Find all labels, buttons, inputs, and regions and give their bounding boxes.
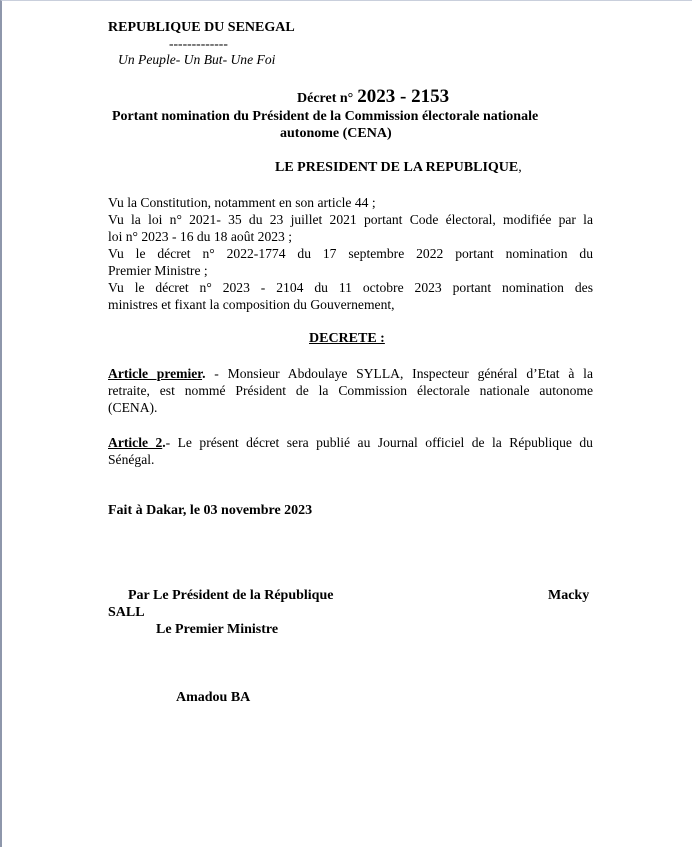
- visa-line: Premier Ministre ;: [108, 263, 208, 278]
- visa-line: Vu le décret n° 2023 - 2104 du 11 octobre 2023 portant nomination des: [108, 280, 593, 295]
- visa-line: ministres et fixant la composition du Gouvernement,: [108, 297, 395, 312]
- decree-prefix: Décret n°: [297, 91, 354, 106]
- authority-heading: LE PRESIDENT DE LA REPUBLIQUE,: [275, 160, 522, 175]
- article-2-label: Article 2: [108, 435, 163, 450]
- decree-subject-line2: autonome (CENA): [280, 126, 392, 141]
- header-separator: -------------: [169, 36, 228, 51]
- president-last-name: SALL: [108, 605, 145, 620]
- visa-line: Vu la Constitution, notamment en son article 44 ;: [108, 195, 376, 210]
- country-name: REPUBLIQUE DU SENEGAL: [108, 20, 295, 35]
- decrete-heading: DECRETE :: [309, 331, 385, 346]
- visa-line: Vu la loi n° 2021- 35 du 23 juillet 2021 portant Code électoral, modifiée par la: [108, 212, 593, 227]
- decree-title: [297, 86, 449, 108]
- decree-subject-line1: Portant nomination du Président de la Commission électorale nationale: [112, 109, 539, 124]
- president-first-name: Macky: [548, 588, 590, 603]
- article-1: Article premier. - Monsieur Abdoulaye SYLLA, Inspecteur général d’Etat à la retraite, est nommé Président de la Commission électorale nationale autonome (CENA).: [108, 366, 593, 415]
- by-president: Par Le Président de la République: [128, 588, 334, 603]
- article-2: Article 2.- Le présent décret sera publié au Journal officiel de la République du Sénégal.: [108, 435, 593, 467]
- visa-line: Vu le décret n° 2022-1774 du 17 septembre 2022 portant nomination du: [108, 246, 593, 261]
- national-motto: Un Peuple- Un But- Une Foi: [118, 52, 276, 67]
- place-date: Fait à Dakar, le 03 novembre 2023: [108, 503, 313, 518]
- pm-name: Amadou BA: [176, 690, 251, 705]
- pm-title: Le Premier Ministre: [156, 622, 279, 637]
- decree-number: 2023 - 2153: [357, 86, 450, 107]
- article-1-label: Article premier: [108, 366, 203, 381]
- visas-block: [108, 194, 593, 313]
- visa-line: loi n° 2023 - 16 du 18 août 2023 ;: [108, 229, 293, 244]
